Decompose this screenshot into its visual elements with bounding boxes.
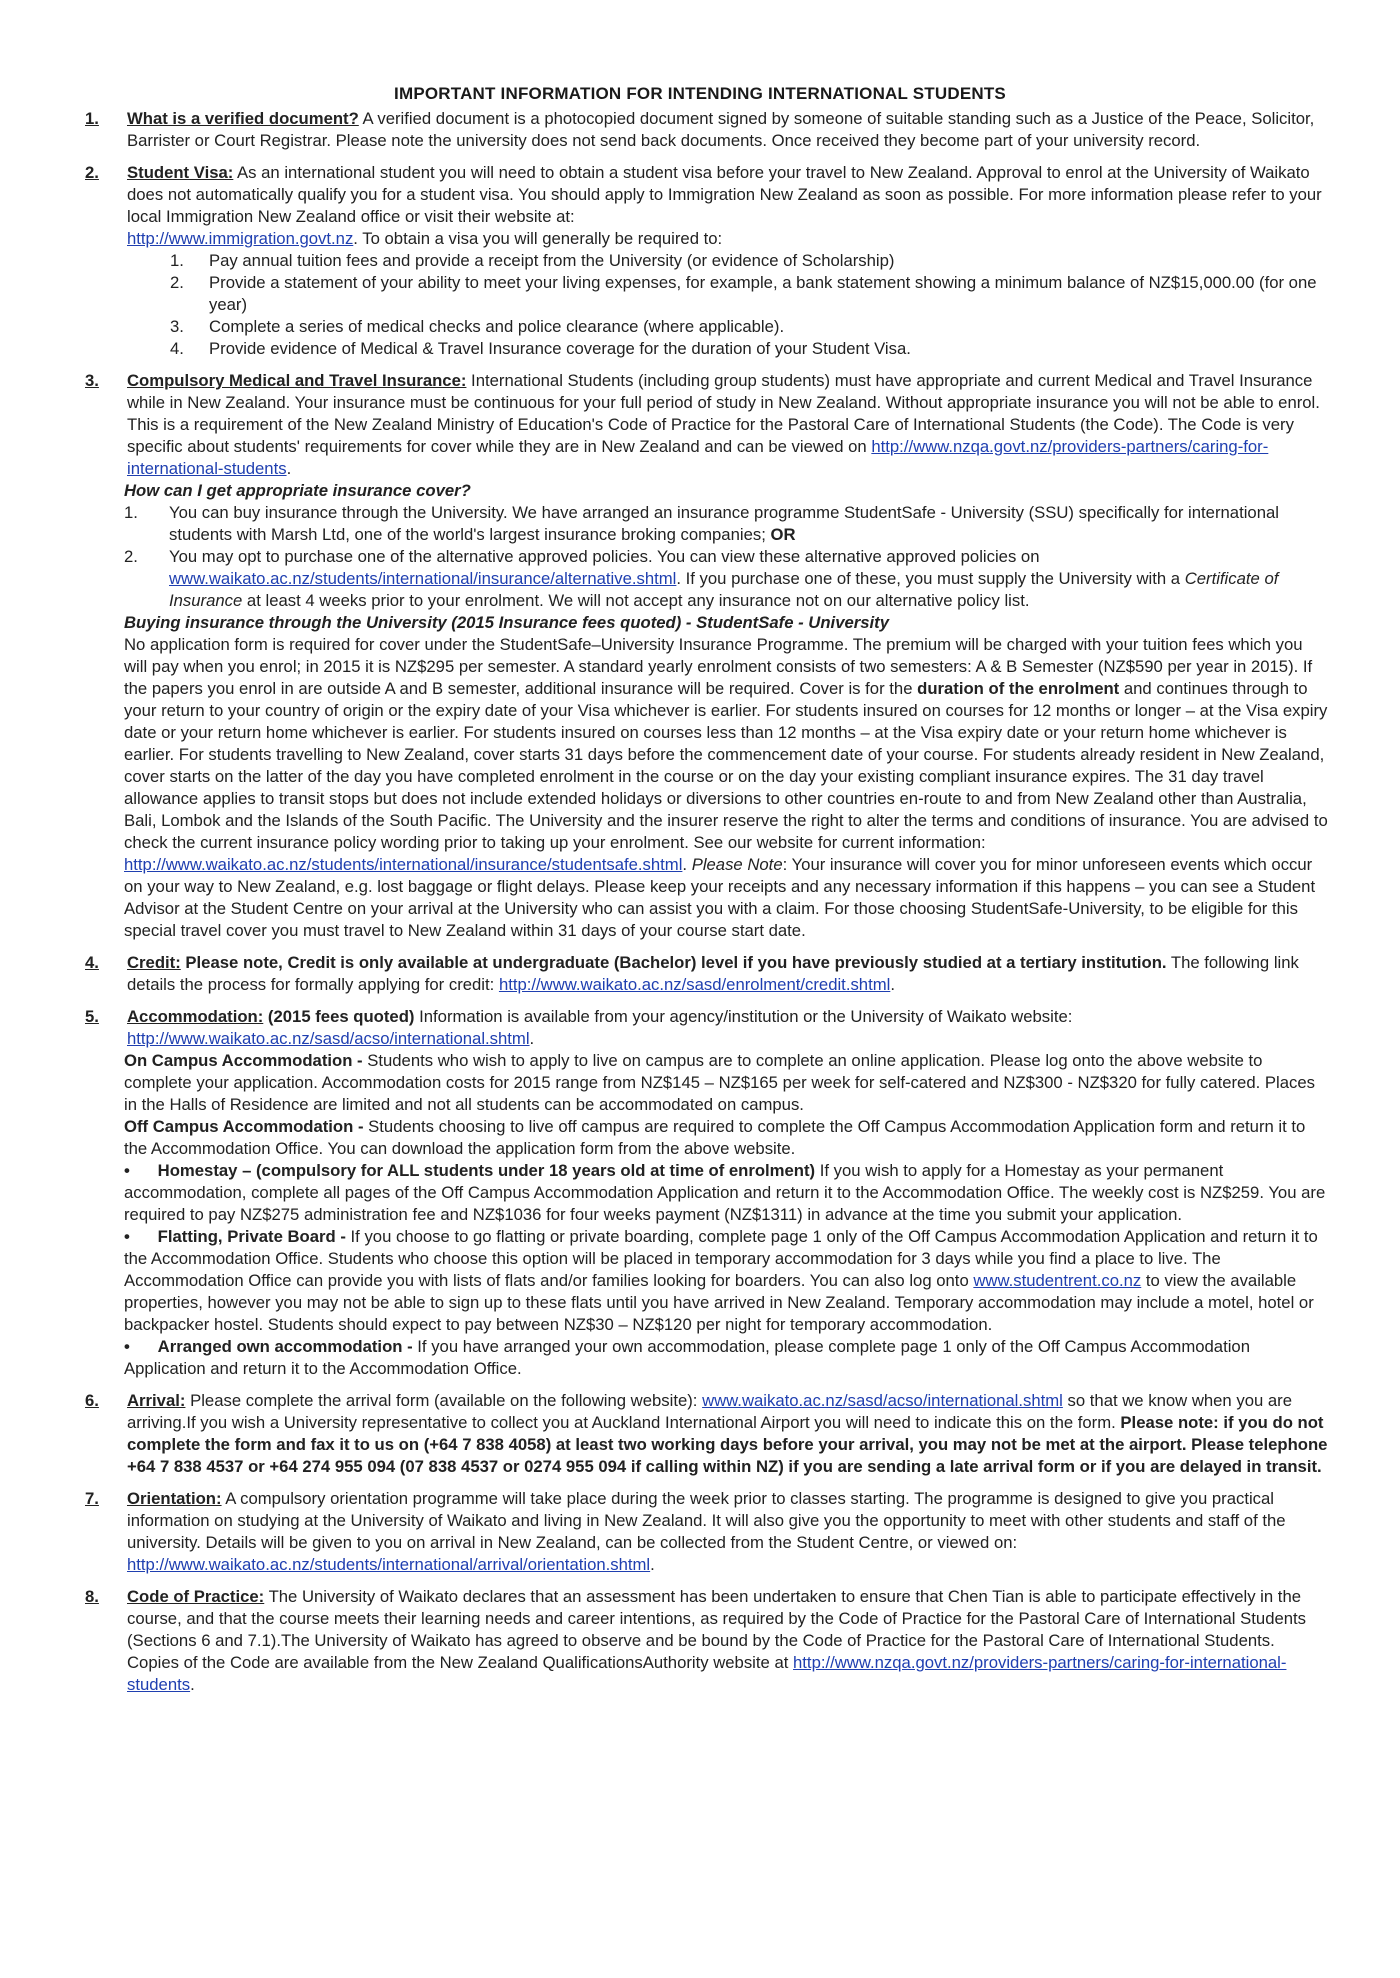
section-number: 2.: [85, 163, 99, 182]
section-text: International Students (including group students) must have appropriate and current Medical and Travel Insurance while in New Zealand. Your insurance must be continuous for your full period of study in New Zealand. Without appropriate insurance you will not be able to enrol. This is a requirement of the New Zealand Ministry of Education's Code of Practice for the Pastoral Care of International Students (the Code). The Code is very specific about students' requirements for cover while they are in New Zealand and can be viewed on: [127, 371, 1320, 456]
section-number: 1.: [85, 109, 99, 128]
section-text: The University of Waikato declares that an assessment has been undertaken to ensure that Chen Tian is able to participate effectively in the course, and that the course meets their learning needs and career intentions, as required by the Code of Practice for the Pastoral Care of International Students (Sections 6 and 7.1).The University of Waikato has agreed to observe and be bound by the Code of Practice for the Pastoral Care of International Students. Copies of the Code are available from the New Zealand QualificationsAuthority website at: [127, 1587, 1307, 1672]
nzqa-code-link[interactable]: http://www.nzqa.govt.nz/providers-partners/caring-for-international-students: [127, 1653, 1287, 1694]
immigration-link[interactable]: http://www.immigration.govt.nz: [127, 229, 354, 248]
list-text: . If you purchase one of these, you must supply the University with a: [676, 569, 1185, 588]
insurance-option: [124, 502, 1330, 546]
section-text: As an international student you will need to obtain a student visa before your travel to New Zealand. Approval to enrol at the University of Waikato does not automatically qualify you for a student visa. You should apply to Immigration New Zealand as soon as possible. For more information please refer to your local Immigration New Zealand office or visit their website at:: [127, 163, 1322, 226]
or-label: OR: [770, 525, 796, 544]
section-heading: Credit:: [127, 953, 181, 972]
section-text: A compulsory orientation programme will take place during the week prior to classes starting. The programme is designed to give you practical information on studying at the University of Waikato and living in New Zealand. It will also give you the opportunity to meet with other students and staff of the university. Details will be given to you on arrival in New Zealand, can be collected from the Student Centre, or viewed on:: [127, 1489, 1286, 1552]
bullet: •: [124, 1161, 158, 1180]
para-text: to view the available properties, however you may not be able to sign up to these flats until you have arrived in New Zealand. Temporary accommodation may include a motel, hotel or backpacker hostel. Students should expect to pay between NZ$30 – NZ$120 per night for temporary accommodation.: [124, 1271, 1314, 1334]
list-number: 4.: [170, 339, 184, 358]
section-text: Please complete the arrival form (available on the following website):: [185, 1391, 703, 1410]
section-number: 8.: [85, 1587, 99, 1606]
para-text: No application form is required for cover under the StudentSafe–University Insurance Programme. The premium will be charged with your tuition fees which you will pay when you enrol; in 2015 it is NZ$295 per semester. A standard yearly enrolment consists of two semesters: A & B Semester (NZ$590 per year in 2015). If the papers you enrol in are outside A and B semester, additional insurance will be required. Cover is for the: [124, 635, 1313, 698]
para-text: : Your insurance will cover you for minor unforeseen events which occur on your way to New Zealand, e.g. lost baggage or flight delays. Please keep your receipts and any necessary information if this happens – you can see a Student Advisor at the Student Centre on your arrival at the University who can assist you with a claim. For those choosing StudentSafe-University, to be eligible for this special travel cover you must travel to New Zealand within 31 days of your course start date.: [124, 855, 1316, 940]
page-title: IMPORTANT INFORMATION FOR INTENDING INTERNATIONAL STUDENTS: [394, 84, 1006, 103]
bullet: •: [124, 1337, 158, 1356]
section-insurance: [82, 370, 1330, 942]
section-number: 4.: [85, 953, 99, 972]
para-heading: Homestay: [157, 1161, 238, 1180]
buying-insurance-heading: Buying insurance through the University (2015 Insurance fees quoted) - StudentSafe - University: [124, 613, 890, 632]
insurance-option: [124, 546, 1330, 612]
homestay-paragraph: [124, 1160, 1330, 1226]
alternative-insurance-link[interactable]: www.waikato.ac.nz/students/international/insurance/alternative.shtml: [169, 569, 677, 588]
para-bold: duration of the enrolment: [917, 679, 1120, 698]
para-bold: – (compulsory for ALL students under 18 years old at time of enrolment): [237, 1161, 816, 1180]
section-heading: Compulsory Medical and Travel Insurance:: [127, 371, 467, 390]
section-number: 5.: [85, 1007, 99, 1026]
list-text: at least 4 weeks prior to your enrolment. We will not accept any insurance not on our alternative policy list.: [242, 591, 1030, 610]
insurance-question: How can I get appropriate insurance cover?: [124, 481, 471, 500]
para-heading: Arranged own accommodation -: [157, 1337, 413, 1356]
list-text: Certificate of Insurance: [169, 569, 1279, 610]
list-text: Complete a series of medical checks and police clearance (where applicable).: [209, 317, 785, 336]
list-number: 2.: [124, 547, 138, 566]
on-campus-paragraph: [124, 1050, 1330, 1116]
visa-requirements-list: [127, 250, 1330, 360]
list-number: 1.: [124, 503, 138, 522]
para-heading: Flatting, Private Board -: [157, 1227, 346, 1246]
para-italic: Please Note: [691, 855, 783, 874]
list-number: 3.: [170, 317, 184, 336]
para-text: If you choose to go flatting or private boarding, complete page 1 only of the Off Campus Accommodation Application and return it to the Accommodation Office. Students who choose this option will be placed in temporary accommodation for 3 days while you find a place to live. The Accommodation Office can provide you with lists of flats and/or families looking for boarders. You can also log onto: [124, 1227, 1318, 1290]
list-item: [82, 250, 1330, 272]
flatting-paragraph: [124, 1226, 1330, 1336]
section-text: .: [650, 1555, 655, 1574]
accommodation-link[interactable]: http://www.waikato.ac.nz/sasd/acso/international.shtml: [127, 1029, 530, 1048]
section-text: . To obtain a visa you will generally be required to:: [353, 229, 723, 248]
arrival-form-link[interactable]: www.waikato.ac.nz/sasd/acso/international.shtml: [702, 1391, 1063, 1410]
section-text: so that we know when you are arriving.If you wish a University representative to collect you at Auckland International Airport you will need to indicate this on the form.: [127, 1391, 1293, 1432]
para-text: Students choosing to live off campus are required to complete the Off Campus Accommodation Application form and return it to the Accommodation Office. You can download the application form from the above website.: [124, 1117, 1306, 1158]
orientation-link[interactable]: http://www.waikato.ac.nz/students/international/arrival/orientation.shtml: [127, 1555, 651, 1574]
section-number: 6.: [85, 1391, 99, 1410]
section-bold-text: Please note: if you do not complete the form and fax it to us on (+64 7 838 4058) at least two working days before your arrival, you may not be met at the airport. Please telephone +64 7 838 4537 or +64 274 955 094 (07 838 4537 or 0274 955 094 if calling within NZ) if you are sending a late arrival form or if you are delayed in transit.: [127, 1413, 1328, 1476]
list-item: [82, 272, 1330, 316]
section-heading: Student Visa:: [127, 163, 234, 182]
section-accommodation: [82, 1006, 1330, 1380]
section-text: The following link details the process for formally applying for credit:: [127, 953, 1299, 994]
section-text: .: [190, 1675, 195, 1694]
list-text: Provide a statement of your ability to meet your living expenses, for example, a bank statement showing a minimum balance of NZ$15,000.00 (for one year): [209, 273, 1317, 314]
section-text: .: [529, 1029, 535, 1048]
list-number: 2.: [170, 273, 184, 292]
list-text: Provide evidence of Medical & Travel Insurance coverage for the duration of your Student Visa.: [209, 339, 911, 358]
credit-link[interactable]: http://www.waikato.ac.nz/sasd/enrolment/credit.shtml: [498, 975, 891, 994]
section-heading: Accommodation:: [127, 1007, 264, 1026]
section-orientation: [82, 1488, 1330, 1576]
document-body: [82, 108, 1330, 1706]
section-bold-text: (2015 fees quoted): [263, 1007, 415, 1026]
para-text: If you wish to apply for a Homestay as your permanent accommodation, complete all pages of the Off Campus Accommodation Application and return it to the Accommodation Office. The weekly cost is NZ$259. You are required to pay NZ$275 administration fee and NZ$1036 for four weeks payment (NZ$1311) in advance at the time you submit your application.: [124, 1161, 1326, 1224]
list-text: You may opt to purchase one of the alternative approved policies. You can view these alternative approved policies on: [169, 547, 1040, 566]
list-item: [82, 338, 1330, 360]
section-arrival: [82, 1390, 1330, 1478]
own-accommodation-paragraph: [124, 1336, 1330, 1380]
off-campus-paragraph: [124, 1116, 1330, 1160]
list-item: [82, 316, 1330, 338]
section-text: .: [890, 975, 895, 994]
list-number: 1.: [170, 251, 184, 270]
section-verified-document: [82, 108, 1330, 152]
list-text: Pay annual tuition fees and provide a receipt from the University (or evidence of Scholarship): [209, 251, 895, 270]
section-heading: What is a verified document?: [127, 109, 359, 128]
para-heading: On Campus Accommodation -: [124, 1051, 363, 1070]
section-bold-text: Please note, Credit is only available at undergraduate (Bachelor) level if you have previously studied at a tertiary institution.: [180, 953, 1167, 972]
para-heading: Off Campus Accommodation -: [124, 1117, 364, 1136]
section-text: A verified document is a photocopied document signed by someone of suitable standing such as a Justice of the Peace, Solicitor, Barrister or Court Registrar. Please note the university does not send back documents. Once received they become part of your university record.: [127, 109, 1315, 150]
list-text: You can buy insurance through the University. We have arranged an insurance programme StudentSafe - University (SSU) specifically for international students with Marsh Ltd, one of the world's largest insurance broking companies;: [169, 503, 1279, 544]
section-heading: Code of Practice:: [127, 1587, 265, 1606]
para-text: .: [682, 855, 692, 874]
studentrent-link[interactable]: www.studentrent.co.nz: [973, 1271, 1142, 1290]
para-text: If you have arranged your own accommodation, please complete page 1 only of the Off Campus Accommodation Application and return it to the Accommodation Office.: [124, 1337, 1250, 1378]
section-number: 3.: [85, 371, 99, 390]
section-heading: Arrival:: [127, 1391, 186, 1410]
nzqa-link[interactable]: http://www.nzqa.govt.nz/providers-partners/caring-for-international-students: [127, 437, 1269, 478]
section-student-visa: [82, 162, 1330, 360]
section-code-of-practice: [82, 1586, 1330, 1696]
section-text: Information is available from your agency/institution or the University of Waikato website:: [414, 1007, 1073, 1026]
section-text: .: [286, 459, 292, 478]
section-number: 7.: [85, 1489, 99, 1508]
studentsafe-link[interactable]: http://www.waikato.ac.nz/students/international/insurance/studentsafe.shtml: [124, 855, 683, 874]
bullet: •: [124, 1227, 158, 1246]
buying-insurance-text: [124, 634, 1330, 942]
para-text: Students who wish to apply to live on campus are to complete an online application. Please log onto the above website to complete your application. Accommodation costs for 2015 range from NZ$145 – NZ$165 per week for self-catered and NZ$300 - NZ$320 for fully catered. Places in the Halls of Residence are limited and not all students can be accommodated on campus.: [124, 1051, 1315, 1114]
para-text: and continues through to your return to your country of origin or the expiry date of your Visa whichever is earlier. For students insured on courses for 12 months or longer – at the Visa expiry date or your return home whichever is earlier. For students insured on courses less than 12 months – at the Visa expiry date or your return home whichever is earlier. For students travelling to New Zealand, cover starts 31 days before the commencement date of your course. For students already resident in New Zealand, cover starts on the latter of the day you have completed enrolment in the course or on the day your existing compliant insurance expires. The 31 day travel allowance applies to transit stops but does not include extended holidays or diversions to other countries en-route to and from New Zealand other than Australia, Bali, Lombok and the Islands of the South Pacific. The University and the insurer reserve the right to alter the terms and conditions of insurance. You are advised to check the current insurance policy wording prior to taking up your enrolment. See our website for current information:: [124, 679, 1328, 852]
section-credit: [82, 952, 1330, 996]
section-heading: Orientation:: [127, 1489, 222, 1508]
